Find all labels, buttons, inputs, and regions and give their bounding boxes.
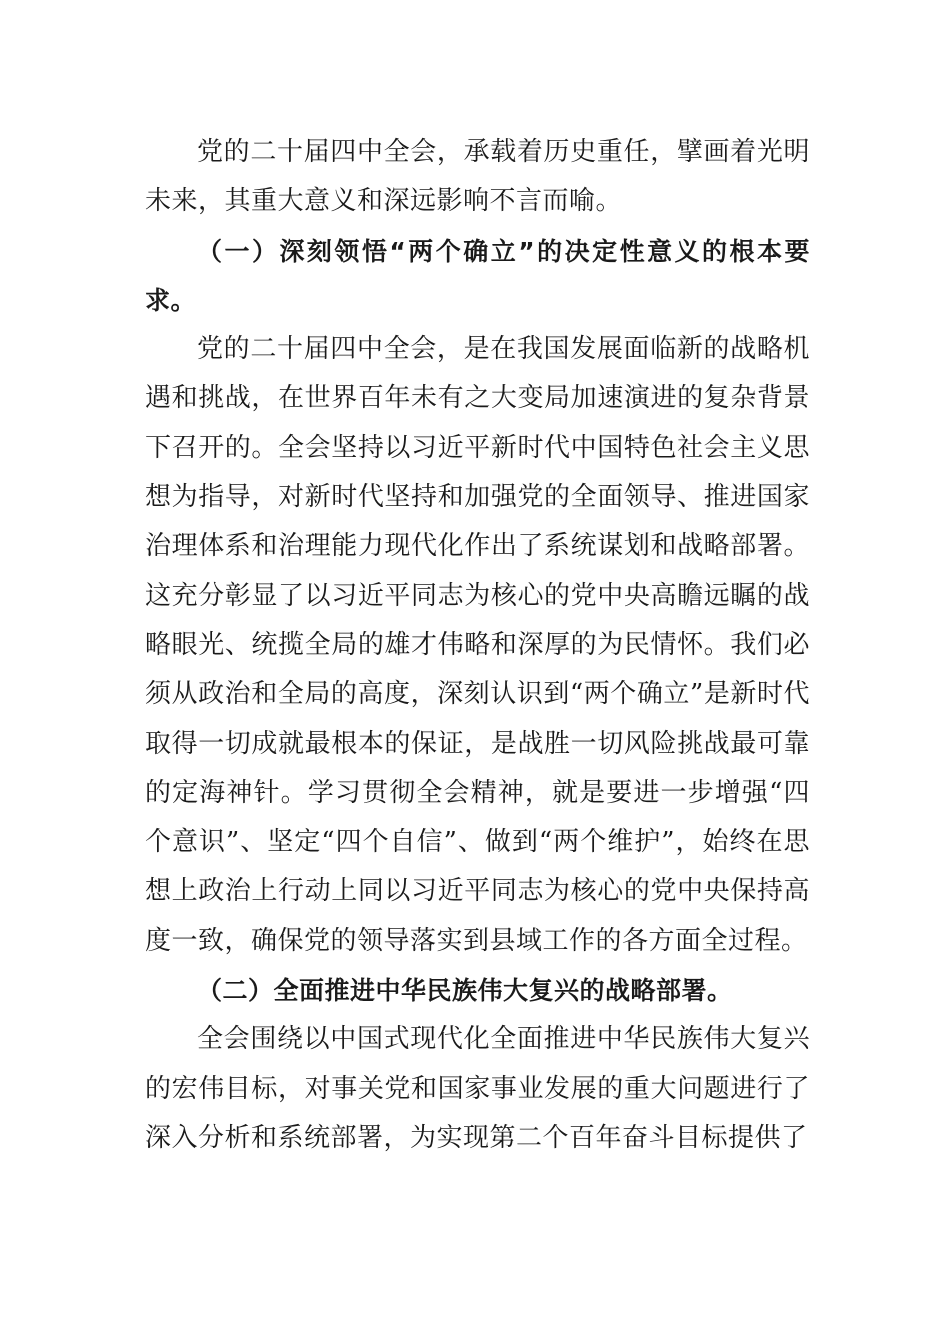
document-body — [145, 128, 810, 1163]
section-heading-1: （一）深刻领悟“两个确立”的决定性意义的根本要求。 — [145, 236, 810, 315]
intro-paragraph: 党的二十届四中全会，承载着历史重任，擘画着光明未来，其重大意义和深远影响不言而喻。 — [145, 137, 810, 217]
section-1-paragraph: 党的二十届四中全会，是在我国发展面临新的战略机遇和挑战，在世界百年未有之大变局加速演进的复杂背景下召开的。全会坚持以习近平新时代中国特色社会主义思想为指导，对新时代坚持和加强党的全面领导、推进国家治理体系和治理能力现代化作出了系统谋划和战略部署。这充分彰显了以习近平同志为核心的党中央高瞻远瞩的战略眼光、统揽全局的雄才伟略和深厚的为民情怀。我们必须从政治和全局的高度，深刻认识到“两个确立”是新时代取得一切成就最根本的保证，是战胜一切风险挑战最可靠的定海神针。学习贯彻全会精神，就是要进一步增强“四个意识”、坚定“四个自信”、做到“两个维护”，始终在思想上政治上行动上同以习近平同志为核心的党中央保持高度一致，确保党的领导落实到县域工作的各方面全过程。 — [145, 334, 810, 956]
section-2-paragraph: 全会围绕以中国式现代化全面推进中华民族伟大复兴的宏伟目标，对事关党和国家事业发展的重大问题进行了深入分析和系统部署，为实现第二个百年奋斗目标提供了 — [145, 1024, 810, 1153]
section-heading-2: （二）全面推进中华民族伟大复兴的战略部署。 — [197, 976, 733, 1006]
